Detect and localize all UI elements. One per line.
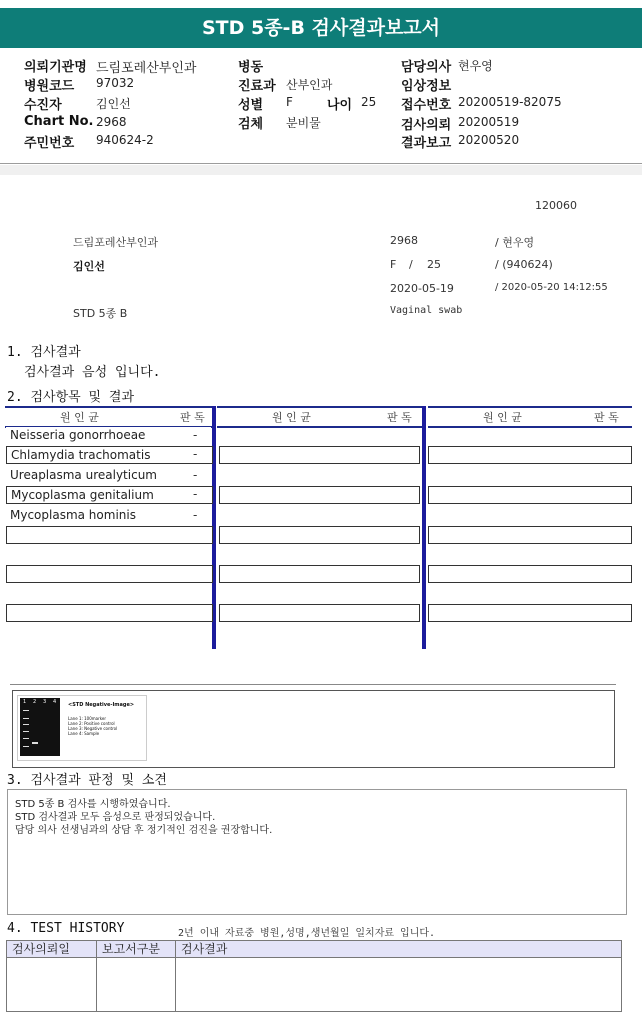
info-value: 97032 [96, 76, 135, 90]
gel-legend: Lane 1: 100marker [68, 716, 107, 721]
history-cell [6, 958, 97, 1012]
info-value: F [286, 95, 293, 109]
column-header [217, 406, 424, 428]
info-value: 현우영 [458, 59, 493, 73]
history-col-label: 보고서구분 [102, 942, 160, 956]
col-judgement-label: 판 독 [387, 411, 412, 424]
pathogen-name: Mycoplasma genitalium [11, 488, 154, 502]
lane-label: 1 [23, 699, 27, 705]
result-value: - [193, 447, 198, 461]
empty-row [6, 604, 213, 622]
info-label: 검사의뢰 [401, 118, 452, 133]
info-value: 940624-2 [96, 133, 154, 147]
info-label: 담당의사 [401, 60, 452, 75]
info-value: 20200520 [458, 133, 520, 147]
report-reported: / 2020-05-20 14:12:55 [495, 282, 608, 293]
history-col-header [6, 940, 97, 958]
gel-band [23, 710, 29, 711]
empty-row [219, 565, 420, 583]
gel-legend: Lane 3: Negative control [68, 726, 118, 731]
info-label: 의뢰기관명 [24, 60, 87, 75]
page-title: STD 5종-B 검사결과보고서 [0, 8, 642, 48]
empty-row [219, 486, 420, 504]
column-divider [422, 406, 426, 649]
result-value: - [193, 487, 198, 501]
empty-row [6, 526, 213, 544]
info-value: 25 [361, 95, 377, 109]
empty-row [428, 565, 632, 583]
info-label: Chart No. [24, 114, 94, 129]
report-patient: 김인선 [73, 260, 105, 273]
opinion-line: 담당 의사 선생님과의 상담 후 정기적인 검진을 권장합니다. [15, 825, 273, 836]
gel-image [17, 695, 147, 761]
history-note: 2년 이내 자료중 병원,성명,생년월일 일치자료 입니다. [178, 928, 436, 939]
info-value: 드림포레산부인과 [96, 61, 197, 76]
result-row [6, 446, 213, 464]
info-value: 20200519-82075 [458, 95, 562, 109]
report-slash: / [409, 258, 413, 271]
column-header [5, 406, 213, 428]
column-header [428, 406, 632, 428]
gel-image-frame [12, 690, 615, 768]
history-cell [175, 958, 622, 1012]
result-row [6, 467, 211, 485]
info-label: 병동 [238, 60, 264, 75]
info-value: 20200519 [458, 115, 520, 129]
result-row [6, 486, 213, 504]
section1-text: 검사결과 음성 입니다. [24, 365, 161, 380]
lane-label: 3 [43, 699, 47, 705]
empty-row [219, 604, 420, 622]
report-received: 2020-05-19 [390, 282, 454, 295]
info-value: 산부인과 [286, 78, 333, 92]
empty-row [219, 526, 420, 544]
empty-row [219, 446, 420, 464]
history-col-label: 검사의뢰일 [12, 942, 70, 956]
empty-row [428, 486, 632, 504]
info-value: 김인선 [96, 97, 131, 111]
gel-title: <STD Negative-Image> [68, 702, 135, 708]
gel-legend: Lane 4: Sample [68, 731, 100, 736]
report-specimen: Vaginal swab [390, 305, 463, 316]
gel-legend: Lane 2: Positive control [68, 721, 115, 726]
col-pathogen-label: 원 인 균 [60, 411, 99, 424]
info-label: 성별 [238, 98, 264, 113]
report-doctor: / 현우영 [495, 236, 535, 249]
info-label: 병원코드 [24, 79, 75, 94]
section1-title: 1. 검사결과 [7, 345, 81, 360]
col-judgement-label: 판 독 [594, 411, 619, 424]
result-value: - [193, 508, 198, 522]
report-sex: F [390, 258, 397, 271]
info-label: 검체 [238, 117, 264, 132]
divider-line [10, 684, 616, 685]
lane-label: 4 [53, 699, 57, 705]
section2-title: 2. 검사항목 및 결과 [7, 390, 135, 405]
result-row [6, 427, 211, 445]
report-age: 25 [427, 258, 441, 271]
info-label: 결과보고 [401, 136, 452, 151]
history-col-label: 검사결과 [181, 942, 228, 956]
history-col-header [96, 940, 176, 958]
empty-row [428, 526, 632, 544]
info-label: 주민번호 [24, 136, 75, 151]
history-col-header [175, 940, 622, 958]
section3-title: 3. 검사결과 판정 및 소견 [7, 773, 167, 788]
empty-row [6, 565, 213, 583]
col-pathogen-label: 원 인 균 [272, 411, 311, 424]
empty-row [428, 604, 632, 622]
pathogen-name: Mycoplasma hominis [10, 508, 136, 522]
gel-band [23, 718, 29, 719]
report-chart: 2968 [390, 234, 418, 247]
section4-title: 4. TEST HISTORY [7, 921, 125, 936]
patient-info-panel [0, 50, 642, 164]
info-value: 분비물 [286, 116, 321, 130]
gel-band [23, 738, 29, 739]
report-hospital: 드림포레산부인과 [73, 236, 159, 249]
opinion-line: STD 검사결과 모두 음성으로 판정되었습니다. [15, 812, 216, 823]
info-label: 수진자 [24, 98, 62, 113]
info-label: 임상정보 [401, 79, 452, 94]
info-value: 2968 [96, 115, 127, 129]
result-value: - [193, 468, 198, 482]
gel-band [23, 731, 29, 732]
report-code: 120060 [535, 199, 577, 212]
info-label: 진료과 [238, 79, 276, 94]
gel-lanes [20, 698, 60, 756]
info-label: 나이 [327, 98, 353, 113]
pathogen-name: Ureaplasma urealyticum [10, 468, 157, 482]
panel-separator [0, 165, 642, 175]
col-pathogen-label: 원 인 균 [483, 411, 522, 424]
gel-band [32, 742, 38, 744]
result-value: - [193, 428, 198, 442]
result-row [6, 507, 211, 525]
lane-label: 2 [33, 699, 37, 705]
opinion-line: STD 5종 B 검사를 시행하였습니다. [15, 799, 171, 810]
opinion-box [7, 789, 627, 915]
history-cell [96, 958, 176, 1012]
col-judgement-label: 판 독 [180, 411, 205, 424]
gel-band [23, 724, 29, 725]
pathogen-name: Chlamydia trachomatis [11, 448, 151, 462]
empty-row [428, 446, 632, 464]
report-test-name: STD 5종 B [73, 307, 128, 320]
report-birth: / (940624) [495, 258, 553, 271]
info-label: 접수번호 [401, 98, 452, 113]
gel-band [23, 746, 29, 747]
pathogen-name: Neisseria gonorrhoeae [10, 428, 146, 442]
